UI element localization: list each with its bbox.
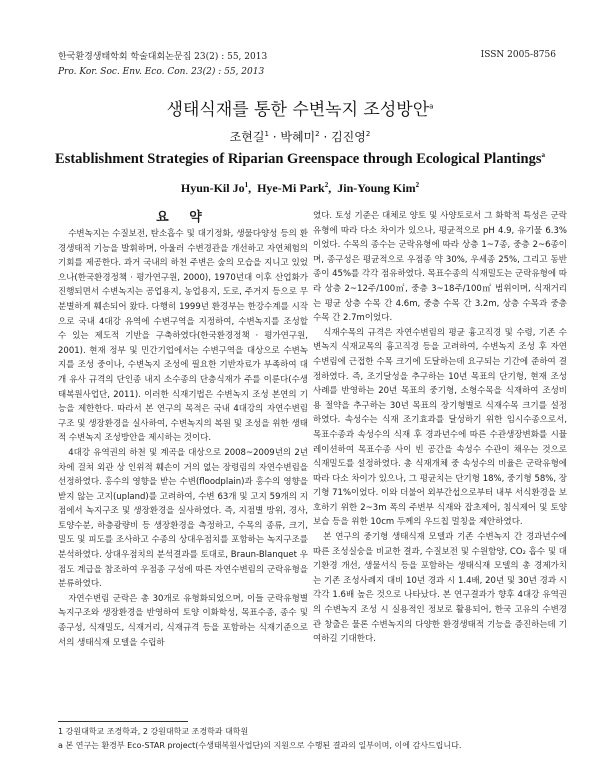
author-ko-1-affil: 1 xyxy=(264,130,269,138)
author-en-3-affil: 2 xyxy=(415,181,420,189)
authors-english xyxy=(0,181,600,196)
author-en-3: Jin-Young Kim xyxy=(337,181,416,195)
abstract-right-column xyxy=(313,209,567,647)
footnote-divider xyxy=(58,721,188,722)
abstract-paragraph: 자연수변림 군락은 총 30개로 유형화되었으며, 이들 군락유형별 녹지구조와 생장환경을 반영하여 토양 이화학성, 목표수종, 종수 및 종구성, 식재밀도, 식재거리, 식재규격 등을 포함하는 식재기준으로서의 생태식재 모델을 수립하 xyxy=(58,593,308,648)
abstract-paragraph: 4대강 유역권의 하천 및 계곡을 대상으로 2008~2009년의 2년차에 걸쳐 외관 상 인위적 훼손이 거의 없는 장령림의 자연수변림을 선정하였다. 홍수의 영향을 받는 수변(floodplain)과 홍수의 영향을 받지 않는 고지(upland)를 고려하여, 수변 63개 및 고지 59개의 지점에서 녹지구조 및 생장환경을 실사하였다. 즉, 지점별 방위, 경사, 토양수분, 하층광량비 등 생장환경을 측정하고, 수목의 종류, 크기, 밀도 및 피도를 조사하고 수종의 상대우점치를 포함하는 녹지구조를 분석하였다. 상대우점치의 분석결과를 토대로, Braun-Blanquet 우점도 계급을 참조하여 우점종 구성에 따른 자연수변림의 군락유형을 분류하였다. xyxy=(58,447,308,590)
abstract-paragraph: 본 연구의 중기형 생태식재 모델과 기존 수변녹지 간 경과년수에 따른 조성실숭을 비교한 결과, 수질보전 및 수원함양, CO₂ 흡수 및 대기환경 개선, 생물서식 등을 포함하는 생태식재 모델의 총 경제가치는 기존 조성사례지 대비 10년 경과 시 1.4배, 20년 및 30년 경과 시 각각 1.6배 높은 것으로 나타났다. 본 연구결과가 향후 4대강 유역권의 수변녹지 조성 시 실용적인 정보로 활용되어, 한국 고유의 수변경관 창출은 물론 수변녹지의 다양한 환경생태적 기능을 증진하는데 기여하길 기대한다. xyxy=(313,532,567,645)
author-ko-2-affil: 2 xyxy=(315,130,320,138)
author-separator: · xyxy=(319,130,332,144)
abstract-heading: 요 약 xyxy=(156,210,210,225)
title-english-sup: a xyxy=(541,151,545,160)
journal-name-en: Pro. Kor. Soc. Env. Eco. Con. 23(2) : 55, 2013 xyxy=(58,67,265,77)
author-en-2-affil: 2 xyxy=(324,181,329,189)
footnotes xyxy=(58,725,568,753)
author-separator: , xyxy=(328,181,338,195)
footnote-affiliation: 1 강원대학교 조경학과, 2 강원대학교 조경학과 대학원 xyxy=(58,727,249,736)
abstract-left-column xyxy=(58,209,308,650)
issn: ISSN 2005-8756 xyxy=(480,50,556,60)
author-ko-3: 김진영 xyxy=(331,130,366,144)
author-ko-3-affil: 2 xyxy=(365,130,371,138)
title-english xyxy=(0,151,600,168)
title-korean-text: 생태식재를 통한 수변녹지 조성방안 xyxy=(166,100,430,120)
author-separator: , xyxy=(248,181,258,195)
journal-name-ko: 한국환경생태학회 학술대회논문집 23(2) : 55, 2013 xyxy=(58,52,268,62)
abstract-paragraph: 식재수목의 규격은 자연수변림의 평균 흉고직경 및 수령, 기존 수변녹지 식재교목의 흉고직경 등을 고려하여, 수변녹지 조성 후 자연수변림에 근접한 수목 크기에 도달하는데 요구되는 기간에 준하여 결정하였다. 즉, 조기달성을 추구하는 10년 목표의 단기형, 현재 조성사례를 반영하는 20년 목표의 중기형, 소형수목을 식재하여 조성비용 절약을 추구하는 30년 목표의 장기형별로 식재수목 크기를 설정하였다. 속성수는 식재 조기효과를 달성하기 위한 임시수종으로서, 목표수종과 속성수의 식재 후 경과년수에 따른 수관생장변화를 시뮬레이션하여 목표수종 사이 빈 공간을 속성수 수관이 채우는 것으로 식재밀도를 설정하였다. 총 식재개체 중 속성수의 비율은 군락유형에 따라 다소 차이가 있으나, 그 평균치는 단기형 18%, 중기형 58%, 장기형 71%이었다. 이와 더불어 외부간섭으로부터 내부 서식환경을 보호하기 위한 2~3m 폭의 주변부 식재와 잡초제어, 침식제어 및 토양보습 등을 위한 10cm 두께의 우드칩 멀칭을 제안하였다. xyxy=(313,327,567,528)
title-korean-sup: a xyxy=(429,102,434,111)
authors-korean xyxy=(0,128,600,145)
abstract-paragraph: 였다. 토성 기준은 대체로 양토 및 사양토로서 그 화학적 특성은 군락유형에 따라 다소 차이가 있으나, 평균적으로 pH 4.9, 유기물 6.3%이었다. 수목의 종수는 군락유형에 따라 상층 1~7종, 중층 2~6종이며, 종구성은 평균적으로 우점종 약 30%, 우세종 25%, 그리고 동반종이 45%를 각각 점유하였다. 목표수종의 식재밀도는 군락유형에 따라 상층 2~12주/100㎡, 중층 3~18주/100㎡ 범위이며, 식재거리는 평균 상층 수목 간 4.6m, 중층 수목 간 3.2m, 상층 수목과 중층 수목 간 2.7m이었다. xyxy=(313,211,567,324)
title-korean xyxy=(0,95,600,120)
footnote-funding: a 본 연구는 환경부 Eco-STAR project(수생태복원사업단)의 지원으로 수행된 결과의 일부이며, 이에 감사드립니다. xyxy=(58,741,462,750)
journal-header xyxy=(58,50,267,80)
author-en-1-affil: 1 xyxy=(244,181,249,189)
author-ko-1: 조현길 xyxy=(229,130,265,144)
title-english-text: Establishment Strategies of Riparian Greenspace through Ecological Plantings xyxy=(55,151,542,167)
author-en-1: Hyun-Kil Jo xyxy=(180,181,245,195)
abstract-paragraph: 수변녹지는 수질보전, 탄소흡수 및 대기정화, 생물다양성 등의 환경생태적 기능을 발휘하며, 아울러 수변경관을 개선하고 자연체험의 기회를 제공한다. 과거 국내의 하천 주변은 숲의 모습을 지니고 있었으나(한국환경정책 · 평가연구원, 2000), 1970년대 이후 산업화가 진행되면서 수변녹지는 공업용지, 농업용지, 도로, 주거지 등으로 무분별하게 훼손되어 왔다. 다행히 1999년 환경부는 한강수계를 시작으로 국내 4대강 유역에 수변구역을 지정하여, 수변녹지를 조성할 수 있는 제도적 기반을 구축하였다(한국환경정책 · 평가연구원, 2001). 현재 정부 및 민간기업에서는 수변구역을 대상으로 수변녹지를 조성 중이나, 수변녹지 조성에 필요한 기반자료가 부족하여 대개 유사 규격의 단인종 내지 소수종의 단층식재가 주를 이룬다(수생태복원사업단, 2011). 이러한 식재기법은 수변녹지 조성 본연의 기능을 제한한다. 따라서 본 연구의 목적은 국내 4대강의 자연수변림 구조 및 생장환경을 실사하여, 수변녹지의 복원 및 조성을 위한 생태적 수변녹지 조성방안을 제시하는 것이다. xyxy=(58,229,308,444)
author-en-2: Hye-Mi Park xyxy=(257,181,325,195)
author-separator: · xyxy=(268,130,281,144)
author-ko-2: 박혜미 xyxy=(280,130,316,144)
